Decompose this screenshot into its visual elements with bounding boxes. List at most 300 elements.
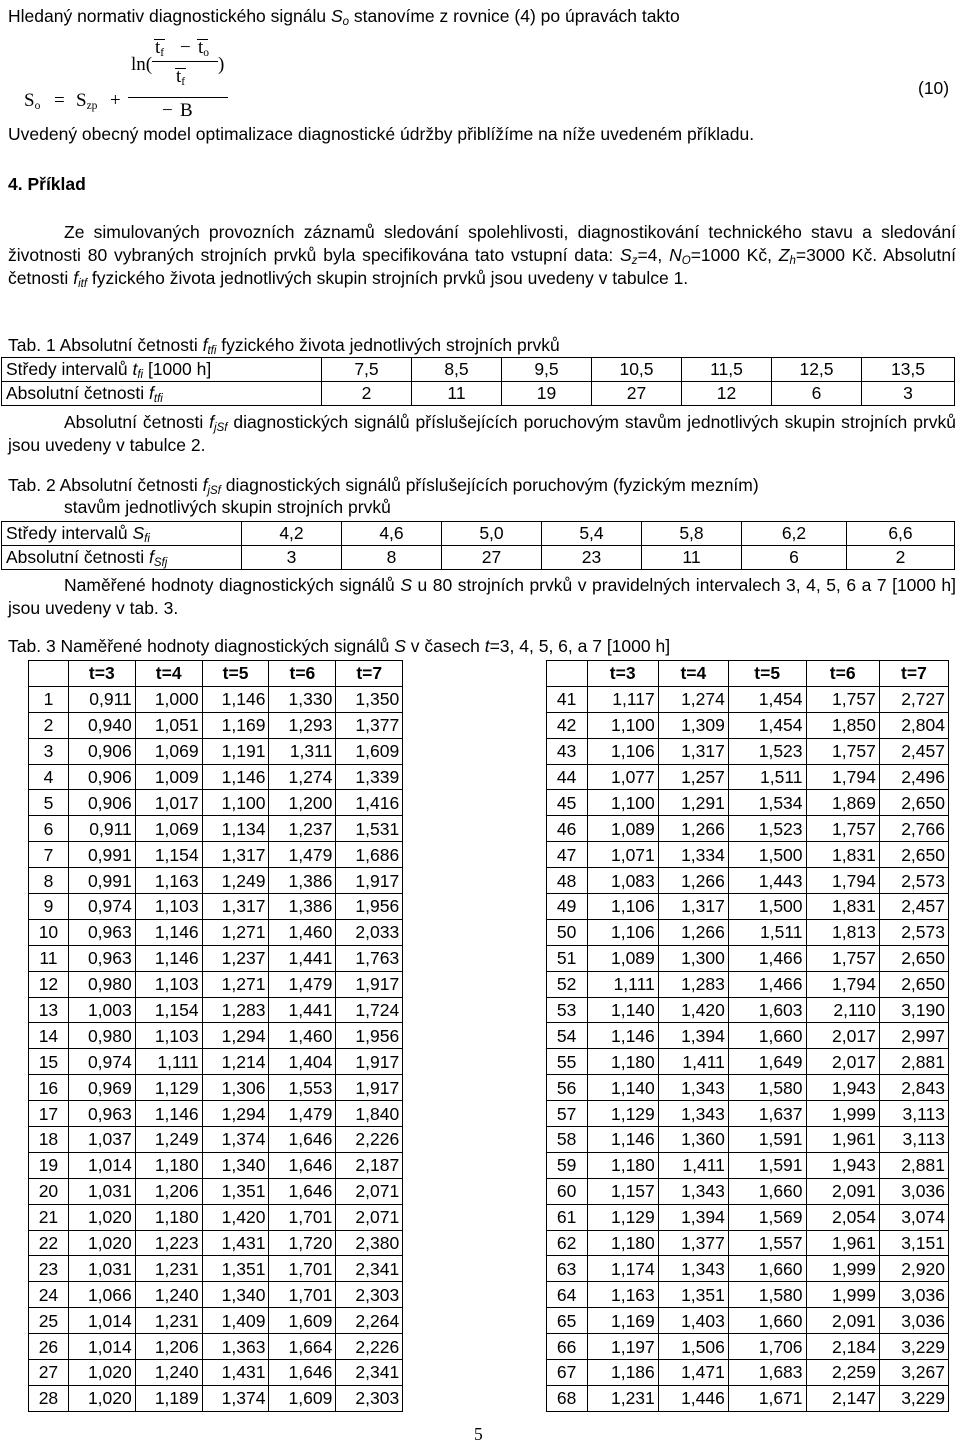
table-cell: 2,804 (879, 712, 948, 738)
table-row (29, 738, 949, 764)
table-row (29, 1023, 949, 1049)
table-cell: 1,294 (202, 1023, 269, 1049)
table-cell: 1,237 (202, 945, 269, 971)
table-cell: 2,187 (336, 1152, 403, 1178)
table-cell: 2,091 (806, 1308, 879, 1334)
table-cell: 1,257 (658, 764, 728, 790)
table-cell: 1,649 (728, 1049, 806, 1075)
table-cell: 1,240 (135, 1282, 202, 1308)
table-cell: 1,191 (202, 738, 269, 764)
row-index: 49 (546, 894, 587, 920)
table-cell: 1,066 (68, 1282, 135, 1308)
table-cell: 1,089 (587, 945, 658, 971)
table-cell: 1,403 (658, 1308, 728, 1334)
model-line: Uvedený obecný model optimalizace diagnostické údržby přiblížíme na níže uvedeném příkladu. (8, 124, 755, 144)
table-cell: 1,374 (202, 1385, 269, 1411)
table-row (29, 1075, 949, 1101)
table-cell: 0,911 (68, 816, 135, 842)
table-cell: 1,431 (202, 1360, 269, 1386)
table-cell: 1,071 (587, 842, 658, 868)
table-cell: 1,100 (587, 790, 658, 816)
tab3-gap (403, 1256, 546, 1282)
tab3-gap (403, 1049, 546, 1075)
table-cell: 2 (322, 382, 412, 406)
table-cell: 1,311 (269, 738, 336, 764)
table-cell: 1,683 (728, 1360, 806, 1386)
table-cell: 1,609 (269, 1385, 336, 1411)
table-cell: 1,411 (658, 1049, 728, 1075)
table-cell: 1,249 (202, 868, 269, 894)
table-cell: 1,660 (728, 1178, 806, 1204)
tab3-gap (403, 1127, 546, 1153)
table-cell: 1,340 (202, 1282, 269, 1308)
table-cell: 1,523 (728, 816, 806, 842)
table-cell: 1,443 (728, 868, 806, 894)
row-index: 41 (546, 686, 587, 712)
table-cell: 1,340 (202, 1152, 269, 1178)
table-row (2, 546, 955, 570)
table-cell: 2,457 (879, 894, 948, 920)
table-row (29, 1282, 949, 1308)
table-cell: 1,580 (728, 1282, 806, 1308)
page-number: 5 (474, 1424, 483, 1444)
table-cell: 1,351 (202, 1178, 269, 1204)
table-cell: 1,169 (587, 1308, 658, 1334)
tab2-caption-line2: stavům jednotlivých skupin strojních prvků (64, 497, 391, 517)
table-cell: 1,206 (135, 1334, 202, 1360)
table-cell: 0,963 (68, 919, 135, 945)
table-cell: 1,441 (269, 997, 336, 1023)
row-index: 18 (29, 1127, 69, 1153)
table-cell: 1,609 (336, 738, 403, 764)
table-cell: 1,479 (269, 1101, 336, 1127)
table-cell: 1,200 (269, 790, 336, 816)
table-cell: 0,906 (68, 790, 135, 816)
table-cell: 1,591 (728, 1127, 806, 1153)
table-cell: 1,386 (269, 868, 336, 894)
table-cell: 1,317 (202, 842, 269, 868)
table-cell: 1,106 (587, 894, 658, 920)
row-index: 68 (546, 1385, 587, 1411)
table-cell: 1,394 (658, 1204, 728, 1230)
tab3-gap (403, 686, 546, 712)
table-cell: 13,5 (862, 358, 955, 382)
table-cell: 1,531 (336, 816, 403, 842)
row-index: 25 (29, 1308, 69, 1334)
table-cell: 1,129 (135, 1075, 202, 1101)
row-index: 51 (546, 945, 587, 971)
table-cell: 0,940 (68, 712, 135, 738)
table-cell: 1,294 (202, 1101, 269, 1127)
tab1-caption: Tab. 1 Absolutní četnosti $f_{tfi}$ fyzického života jednotlivých strojních prvků (8, 335, 560, 357)
table-cell: 1,000 (135, 686, 202, 712)
table-cell: 1,386 (269, 894, 336, 920)
table-cell: 1,460 (269, 919, 336, 945)
tab3-gap (403, 971, 546, 997)
tab3-gap (403, 816, 546, 842)
table-cell: 5,0 (442, 522, 542, 546)
table-cell: 2,147 (806, 1385, 879, 1411)
table-cell: 1,999 (806, 1256, 879, 1282)
table-cell: 1,917 (336, 971, 403, 997)
table-cell: 1,701 (269, 1256, 336, 1282)
table-cell: 1,271 (202, 919, 269, 945)
row-index: 15 (29, 1049, 69, 1075)
table-cell: 2,110 (806, 997, 879, 1023)
tab3-header-row (29, 661, 949, 687)
table-cell: 3,074 (879, 1204, 948, 1230)
row-index: 5 (29, 790, 69, 816)
table-cell: 1,671 (728, 1385, 806, 1411)
row-index: 17 (29, 1101, 69, 1127)
table-row (29, 868, 949, 894)
table-cell: 2,184 (806, 1334, 879, 1360)
table-cell: 2,380 (336, 1230, 403, 1256)
table-cell: 2 (847, 546, 955, 570)
table-cell: 1,100 (202, 790, 269, 816)
table-cell: 6 (742, 546, 847, 570)
table-cell: 1,377 (336, 712, 403, 738)
table-row (29, 945, 949, 971)
table-cell: 1,794 (806, 868, 879, 894)
table-cell: 2,997 (879, 1023, 948, 1049)
table-cell: 7,5 (322, 358, 412, 382)
table-cell: 1,637 (728, 1101, 806, 1127)
table-row (29, 997, 949, 1023)
table-cell: 0,911 (68, 686, 135, 712)
table-cell: 1,037 (68, 1127, 135, 1153)
table-cell: 1,553 (269, 1075, 336, 1101)
table-cell: 1,569 (728, 1204, 806, 1230)
table-cell: 1,237 (269, 816, 336, 842)
tab3-caption: Tab. 3 Naměřené hodnoty diagnostických signálů S v časech t=3, 4, 5, 6, a 7 [1000 h] (8, 636, 671, 656)
row-index: 58 (546, 1127, 587, 1153)
table-cell: 1,334 (658, 842, 728, 868)
table-cell: 2,033 (336, 919, 403, 945)
table-cell: 1,154 (135, 997, 202, 1023)
table-cell: 1,580 (728, 1075, 806, 1101)
tab3-gap (403, 997, 546, 1023)
table-cell: 1,106 (587, 738, 658, 764)
table-cell: 1,454 (728, 686, 806, 712)
table-cell: 3,113 (879, 1101, 948, 1127)
row-index: 56 (546, 1075, 587, 1101)
table-cell: 1,266 (658, 919, 728, 945)
row-index: 47 (546, 842, 587, 868)
paragraph-tab2-intro: Absolutní četnosti $f_{jSf}$ diagnostických signálů příslušejících poruchovým stavům jednotlivých skupin strojních prvků jsou uvedeny v tabulce 2. (8, 412, 956, 455)
tab3-gap (403, 1152, 546, 1178)
row-index: 2 (29, 712, 69, 738)
table-cell: 1,917 (336, 868, 403, 894)
table-row (29, 686, 949, 712)
row-index: 64 (546, 1282, 587, 1308)
table-cell: 1,646 (269, 1178, 336, 1204)
row-index: 6 (29, 816, 69, 842)
table-cell: 3,229 (879, 1334, 948, 1360)
table-cell: 3,036 (879, 1178, 948, 1204)
row-index: 9 (29, 894, 69, 920)
table-cell: 2,303 (336, 1385, 403, 1411)
table-cell: 1,140 (587, 997, 658, 1023)
table-cell: 1,917 (336, 1049, 403, 1075)
table-cell: 1,500 (728, 894, 806, 920)
table-cell: 1,943 (806, 1152, 879, 1178)
table-cell: 1,431 (202, 1230, 269, 1256)
table-cell: 2,496 (879, 764, 948, 790)
table-cell: 1,646 (269, 1152, 336, 1178)
table-cell: 1,089 (587, 816, 658, 842)
table-cell: 1,466 (728, 945, 806, 971)
table-cell: 1,956 (336, 894, 403, 920)
table-cell: 1,146 (202, 686, 269, 712)
table-cell: 1,003 (68, 997, 135, 1023)
table-cell: 0,991 (68, 842, 135, 868)
tab3-header-cell: t=3 (68, 661, 135, 687)
table-cell: 1,763 (336, 945, 403, 971)
table-row (29, 1178, 949, 1204)
table-cell: 2,573 (879, 868, 948, 894)
table-cell: 1,111 (587, 971, 658, 997)
table-cell: 1,343 (658, 1101, 728, 1127)
table-cell: 2,071 (336, 1204, 403, 1230)
table-cell: 1,180 (135, 1152, 202, 1178)
row-index: 53 (546, 997, 587, 1023)
table-cell: 2,259 (806, 1360, 879, 1386)
tab3-gap (403, 868, 546, 894)
table-cell: 1,157 (587, 1178, 658, 1204)
table-cell: 19 (502, 382, 592, 406)
table-cell: 3,190 (879, 997, 948, 1023)
table-cell: 1,146 (135, 945, 202, 971)
table-cell: 0,963 (68, 1101, 135, 1127)
table-cell: 1,146 (587, 1127, 658, 1153)
table-cell: 1,360 (658, 1127, 728, 1153)
table-row (29, 971, 949, 997)
table-cell: 2,650 (879, 790, 948, 816)
table-cell: 1,169 (202, 712, 269, 738)
table-cell: 1,274 (269, 764, 336, 790)
table-cell: 3 (862, 382, 955, 406)
table-cell: 1,343 (658, 1178, 728, 1204)
row-index: 46 (546, 816, 587, 842)
table-cell: 1,180 (587, 1152, 658, 1178)
table-cell: 1,420 (202, 1204, 269, 1230)
table-cell: 2,226 (336, 1334, 403, 1360)
table-cell: 1,103 (135, 894, 202, 920)
section-heading: 4. Příklad (8, 174, 86, 194)
table-cell: 1,961 (806, 1127, 879, 1153)
table-row (2, 382, 955, 406)
table-cell: 3,229 (879, 1385, 948, 1411)
table-cell: 0,969 (68, 1075, 135, 1101)
table-cell: 1,146 (202, 764, 269, 790)
table-cell: 1,343 (658, 1256, 728, 1282)
table-cell: 1,069 (135, 738, 202, 764)
table-row (29, 1256, 949, 1282)
table-cell: 1,961 (806, 1230, 879, 1256)
tab3-gap (403, 1282, 546, 1308)
table-cell: 1,330 (269, 686, 336, 712)
table-cell: 1,534 (728, 790, 806, 816)
tab3-header-cell: t=3 (587, 661, 658, 687)
intro-line: Hledaný normativ diagnostického signálu $S_o$ stanovíme z rovnice (4) po úpravách takto (8, 6, 680, 28)
table-cell: 1,794 (806, 971, 879, 997)
table-cell: 10,5 (592, 358, 682, 382)
row-index: 24 (29, 1282, 69, 1308)
table-cell: 0,906 (68, 738, 135, 764)
table-cell: 1,720 (269, 1230, 336, 1256)
table-cell: 4,6 (342, 522, 442, 546)
table-cell: 1,701 (269, 1204, 336, 1230)
table-cell: 3 (242, 546, 342, 570)
tab2-row1-label: Středy intervalů $S_{fi}$ (2, 522, 242, 546)
table-cell: 1,146 (135, 919, 202, 945)
table-row (29, 1308, 949, 1334)
row-index: 48 (546, 868, 587, 894)
table-cell: 1,479 (269, 842, 336, 868)
table-cell: 1,300 (658, 945, 728, 971)
table-cell: 1,471 (658, 1360, 728, 1386)
table-cell: 6 (772, 382, 862, 406)
table-cell: 1,231 (135, 1256, 202, 1282)
table-cell: 1,129 (587, 1204, 658, 1230)
table-cell: 2,457 (879, 738, 948, 764)
row-index: 66 (546, 1334, 587, 1360)
paragraph-input-data: Ze simulovaných provozních záznamů sledování spolehlivosti, diagnostikování technického stavu a sledování životnosti 80 vybraných strojních prvků byla specifikována tato vstupní data: $S_z=4$, $N_O=1000$ Kč, $Z_h=3000$ Kč. Absolutní četnosti $f_{itf}$ fyzického života jednotlivých skupin strojních prvků jsou uvedeny v tabulce 1. (8, 222, 956, 290)
table-cell: 1,757 (806, 945, 879, 971)
table-cell: 2,650 (879, 842, 948, 868)
row-index: 4 (29, 764, 69, 790)
tab3-gap (403, 1101, 546, 1127)
row-index: 23 (29, 1256, 69, 1282)
table-cell: 1,343 (658, 1075, 728, 1101)
table-cell: 1,180 (587, 1230, 658, 1256)
table-row (29, 764, 949, 790)
row-index: 21 (29, 1204, 69, 1230)
table-cell: 1,446 (658, 1385, 728, 1411)
table-cell: 1,479 (269, 971, 336, 997)
table-cell: 1,724 (336, 997, 403, 1023)
table-cell: 1,917 (336, 1075, 403, 1101)
row-index: 1 (29, 686, 69, 712)
table-cell: 1,831 (806, 842, 879, 868)
table-cell: 0,963 (68, 945, 135, 971)
table-cell: 9,5 (502, 358, 592, 382)
table-cell: 6,6 (847, 522, 955, 546)
row-index: 3 (29, 738, 69, 764)
table-cell: 1,999 (806, 1282, 879, 1308)
table-cell: 1,009 (135, 764, 202, 790)
row-index: 50 (546, 919, 587, 945)
row-index: 10 (29, 919, 69, 945)
table-cell: 1,146 (587, 1023, 658, 1049)
row-index: 45 (546, 790, 587, 816)
table-cell: 0,974 (68, 894, 135, 920)
table-cell: 2,573 (879, 919, 948, 945)
table-cell: 5,8 (642, 522, 742, 546)
row-index: 59 (546, 1152, 587, 1178)
row-index: 43 (546, 738, 587, 764)
tab1-row1-label: Středy intervalů $t_{fi}$ [1000 h] (2, 358, 322, 382)
table-cell: 1,031 (68, 1178, 135, 1204)
table-cell: 12 (682, 382, 772, 406)
table-cell: 1,283 (202, 997, 269, 1023)
tab3-gap (403, 1023, 546, 1049)
table-cell: 1,500 (728, 842, 806, 868)
row-index: 55 (546, 1049, 587, 1075)
tab1-row2-label: Absolutní četnosti $f_{tfi}$ (2, 382, 322, 406)
paragraph-tab3-intro: Naměřené hodnoty diagnostických signálů S u 80 strojních prvků v pravidelných intervalech 3, 4, 5, 6 a 7 [1000 h] jsou uvedeny v tab. 3. (8, 575, 957, 618)
table-row (29, 816, 949, 842)
table-cell: 2,071 (336, 1178, 403, 1204)
table-row (2, 522, 955, 546)
table-cell: 2,727 (879, 686, 948, 712)
table-cell: 2,341 (336, 1256, 403, 1282)
row-index: 42 (546, 712, 587, 738)
table-row (29, 842, 949, 868)
table-cell: 2,650 (879, 945, 948, 971)
table-cell: 1,103 (135, 1023, 202, 1049)
table-cell: 1,794 (806, 764, 879, 790)
table-cell: 1,350 (336, 686, 403, 712)
table-cell: 2,303 (336, 1282, 403, 1308)
table-cell: 1,274 (658, 686, 728, 712)
row-index: 44 (546, 764, 587, 790)
table-cell: 3,036 (879, 1308, 948, 1334)
row-index: 16 (29, 1075, 69, 1101)
table-cell: 5,4 (542, 522, 642, 546)
table-cell: 11,5 (682, 358, 772, 382)
tab3-gap (403, 1075, 546, 1101)
table-cell: 1,266 (658, 816, 728, 842)
table-cell: 1,020 (68, 1385, 135, 1411)
table-cell: 11 (642, 546, 742, 570)
tab3-header-cell: t=6 (269, 661, 336, 687)
table-cell: 1,111 (135, 1049, 202, 1075)
table-cell: 1,180 (135, 1204, 202, 1230)
table-cell: 1,240 (135, 1360, 202, 1386)
tab3-gap (403, 738, 546, 764)
table-cell: 1,840 (336, 1101, 403, 1127)
table-cell: 1,701 (269, 1282, 336, 1308)
tab3-gap (403, 1178, 546, 1204)
table-cell: 1,523 (728, 738, 806, 764)
table-cell: 1,686 (336, 842, 403, 868)
table-cell: 1,186 (587, 1360, 658, 1386)
row-index: 67 (546, 1360, 587, 1386)
tab3-header-index (546, 661, 587, 687)
table-cell: 1,603 (728, 997, 806, 1023)
table-cell: 1,813 (806, 919, 879, 945)
table-cell: 2,264 (336, 1308, 403, 1334)
table-cell: 8 (342, 546, 442, 570)
tab3-table (28, 660, 949, 1412)
tab1-table (1, 357, 955, 406)
row-index: 12 (29, 971, 69, 997)
table-cell: 1,103 (135, 971, 202, 997)
table-cell: 1,441 (269, 945, 336, 971)
table-cell: 1,404 (269, 1049, 336, 1075)
table-cell: 1,660 (728, 1023, 806, 1049)
table-cell: 1,466 (728, 971, 806, 997)
table-cell: 1,283 (658, 971, 728, 997)
table-row (29, 1385, 949, 1411)
table-cell: 11 (412, 382, 502, 406)
tab3-gap (403, 919, 546, 945)
table-cell: 1,394 (658, 1023, 728, 1049)
table-cell: 1,154 (135, 842, 202, 868)
table-cell: 0,991 (68, 868, 135, 894)
